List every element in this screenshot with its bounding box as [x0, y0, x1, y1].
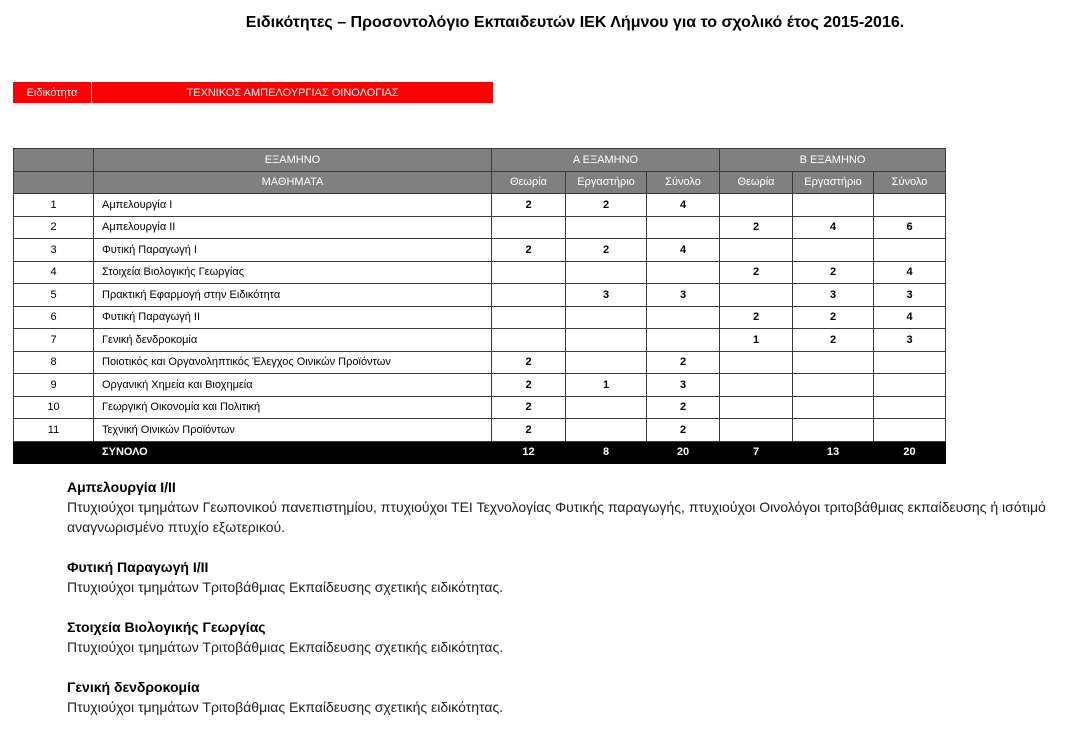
- hours-cell: 4: [874, 306, 946, 329]
- courses-label: ΜΑΘΗΜΑΤΑ: [94, 171, 492, 194]
- row-number: 1: [14, 194, 94, 217]
- hours-cell: [720, 419, 793, 442]
- hours-cell: [793, 374, 874, 397]
- specialty-label: Ειδικότητα: [13, 82, 92, 103]
- col-header: Σύνολο: [647, 171, 720, 194]
- course-name: Φυτική Παραγωγή Ι: [94, 239, 492, 262]
- hours-cell: [566, 396, 647, 419]
- hours-cell: [566, 261, 647, 284]
- hours-cell: [647, 306, 720, 329]
- hours-cell: [793, 419, 874, 442]
- hours-cell: [874, 419, 946, 442]
- qualification-notes: [67, 477, 1085, 737]
- hours-cell: [874, 374, 946, 397]
- curriculum-table: [13, 148, 946, 464]
- course-name: Οργανική Χημεία και Βιοχημεία: [94, 374, 492, 397]
- hours-cell: [492, 261, 566, 284]
- table-row: [14, 374, 946, 397]
- row-number: 9: [14, 374, 94, 397]
- hours-cell: 3: [874, 329, 946, 352]
- course-name: Πρακτική Εφαρμογή στην Ειδικότητα: [94, 284, 492, 307]
- total-value: 13: [793, 441, 874, 464]
- hours-cell: 2: [566, 194, 647, 217]
- hours-cell: 3: [793, 284, 874, 307]
- hours-cell: [720, 351, 793, 374]
- semester-label: ΕΞΑΜΗΝΟ: [94, 149, 492, 172]
- hours-cell: [566, 216, 647, 239]
- total-label: ΣΥΝΟΛΟ: [94, 441, 492, 464]
- table-row: [14, 239, 946, 262]
- row-number: 8: [14, 351, 94, 374]
- hours-cell: [647, 261, 720, 284]
- total-value: 8: [566, 441, 647, 464]
- row-number: 6: [14, 306, 94, 329]
- note-text: Πτυχιούχοι τμημάτων Τριτοβάθμιας Εκπαίδευσης σχετικής ειδικότητας.: [67, 639, 504, 655]
- hours-cell: [793, 194, 874, 217]
- col-header: Εργαστήριο: [793, 171, 874, 194]
- note-text: Πτυχιούχοι τμημάτων Γεωπονικού πανεπιστημίου, πτυχιούχοι ΤΕΙ Τεχνολογίας Φυτικής παραγωγής, πτυχιούχοι Οινολόγοι τριτοβάθμιας εκπαίδευσης ή ισότιμό αναγνωρισμένο πτυχίο εξωτερικού.: [67, 499, 1046, 535]
- row-number: 2: [14, 216, 94, 239]
- note-section: [67, 617, 1085, 657]
- hours-cell: 4: [874, 261, 946, 284]
- hours-cell: [874, 194, 946, 217]
- table-row: [14, 261, 946, 284]
- note-title: Αμπελουργία Ι/ΙΙ: [67, 479, 176, 495]
- hours-cell: 2: [793, 329, 874, 352]
- hours-cell: [647, 329, 720, 352]
- course-name: Αμπελουργία ΙΙ: [94, 216, 492, 239]
- hours-cell: [566, 419, 647, 442]
- total-value: 20: [874, 441, 946, 464]
- course-name: Τεχνική Οινικών Προϊόντων: [94, 419, 492, 442]
- hours-cell: 2: [492, 396, 566, 419]
- total-row: [14, 441, 946, 464]
- note-section: [67, 477, 1085, 537]
- hours-cell: [874, 351, 946, 374]
- course-name: Στοιχεία Βιολογικής Γεωργίας: [94, 261, 492, 284]
- table-row: [14, 351, 946, 374]
- hours-cell: 1: [720, 329, 793, 352]
- hours-cell: [492, 306, 566, 329]
- hours-cell: 2: [492, 239, 566, 262]
- note-title: Στοιχεία Βιολογικής Γεωργίας: [67, 619, 266, 635]
- hours-cell: [720, 239, 793, 262]
- hours-cell: [566, 306, 647, 329]
- total-value: 12: [492, 441, 566, 464]
- note-title: Φυτική Παραγωγή Ι/ΙΙ: [67, 559, 209, 575]
- hours-cell: [647, 216, 720, 239]
- header-row-columns: [14, 171, 946, 194]
- note-title: Γενική δενδροκομία: [67, 679, 200, 695]
- hours-cell: [793, 396, 874, 419]
- hours-cell: 2: [720, 216, 793, 239]
- hours-cell: [793, 239, 874, 262]
- hours-cell: 2: [647, 396, 720, 419]
- row-number: 4: [14, 261, 94, 284]
- note-text: Πτυχιούχοι τμημάτων Τριτοβάθμιας Εκπαίδευσης σχετικής ειδικότητας.: [67, 579, 504, 595]
- header-blank: [14, 171, 94, 194]
- total-value: 20: [647, 441, 720, 464]
- specialty-bar: [13, 82, 493, 103]
- row-number: 10: [14, 396, 94, 419]
- hours-cell: [492, 329, 566, 352]
- note-text: Πτυχιούχοι τμημάτων Τριτοβάθμιας Εκπαίδευσης σχετικής ειδικότητας.: [67, 699, 504, 715]
- hours-cell: 2: [492, 419, 566, 442]
- hours-cell: [566, 351, 647, 374]
- course-name: Γεωργική Οικονομία και Πολιτική: [94, 396, 492, 419]
- row-number: 11: [14, 419, 94, 442]
- hours-cell: [720, 396, 793, 419]
- table-row: [14, 306, 946, 329]
- table-row: [14, 284, 946, 307]
- row-number: 3: [14, 239, 94, 262]
- col-header: Θεωρία: [720, 171, 793, 194]
- hours-cell: 1: [566, 374, 647, 397]
- row-number: 7: [14, 329, 94, 352]
- hours-cell: 2: [566, 239, 647, 262]
- semester-a-header: Α ΕΞΑΜΗΝΟ: [492, 149, 720, 172]
- note-section: [67, 557, 1085, 597]
- hours-cell: 4: [793, 216, 874, 239]
- hours-cell: 2: [793, 261, 874, 284]
- hours-cell: [793, 351, 874, 374]
- table-row: [14, 419, 946, 442]
- hours-cell: 2: [647, 351, 720, 374]
- header-row-semesters: [14, 149, 946, 172]
- total-value: 7: [720, 441, 793, 464]
- table-row: [14, 396, 946, 419]
- course-name: Αμπελουργία Ι: [94, 194, 492, 217]
- row-number: 5: [14, 284, 94, 307]
- hours-cell: 4: [647, 194, 720, 217]
- table-row: [14, 194, 946, 217]
- hours-cell: 2: [720, 261, 793, 284]
- hours-cell: 3: [874, 284, 946, 307]
- hours-cell: 2: [492, 194, 566, 217]
- hours-cell: 2: [492, 351, 566, 374]
- hours-cell: 4: [647, 239, 720, 262]
- document-title: Ειδικότητες – Προσοντολόγιο Εκπαιδευτών ΙΕΚ Λήμνου για το σχολικό έτος 2015-2016.: [245, 14, 905, 31]
- hours-cell: 3: [566, 284, 647, 307]
- hours-cell: 3: [647, 374, 720, 397]
- hours-cell: [720, 194, 793, 217]
- table-row: [14, 329, 946, 352]
- total-blank: [14, 441, 94, 464]
- semester-b-header: Β ΕΞΑΜΗΝΟ: [720, 149, 946, 172]
- course-name: Γενική δενδροκομία: [94, 329, 492, 352]
- hours-cell: [492, 216, 566, 239]
- hours-cell: [720, 374, 793, 397]
- hours-cell: [874, 239, 946, 262]
- hours-cell: 3: [647, 284, 720, 307]
- hours-cell: [566, 329, 647, 352]
- hours-cell: [874, 396, 946, 419]
- hours-cell: [720, 284, 793, 307]
- col-header: Θεωρία: [492, 171, 566, 194]
- specialty-value: ΤΕΧΝΙΚΟΣ ΑΜΠΕΛΟΥΡΓΙΑΣ ΟΙΝΟΛΟΓΙΑΣ: [186, 86, 399, 99]
- course-name: Φυτική Παραγωγή ΙΙ: [94, 306, 492, 329]
- hours-cell: 2: [492, 374, 566, 397]
- col-header: Σύνολο: [874, 171, 946, 194]
- hours-cell: 2: [720, 306, 793, 329]
- hours-cell: 6: [874, 216, 946, 239]
- col-header: Εργαστήριο: [566, 171, 647, 194]
- note-section: [67, 677, 1085, 717]
- hours-cell: 2: [793, 306, 874, 329]
- hours-cell: [492, 284, 566, 307]
- table-row: [14, 216, 946, 239]
- hours-cell: 2: [647, 419, 720, 442]
- header-blank: [14, 149, 94, 172]
- course-name: Ποιοτικός και Οργανοληπτικός Έλεγχος Οινικών Προϊόντων: [94, 351, 492, 374]
